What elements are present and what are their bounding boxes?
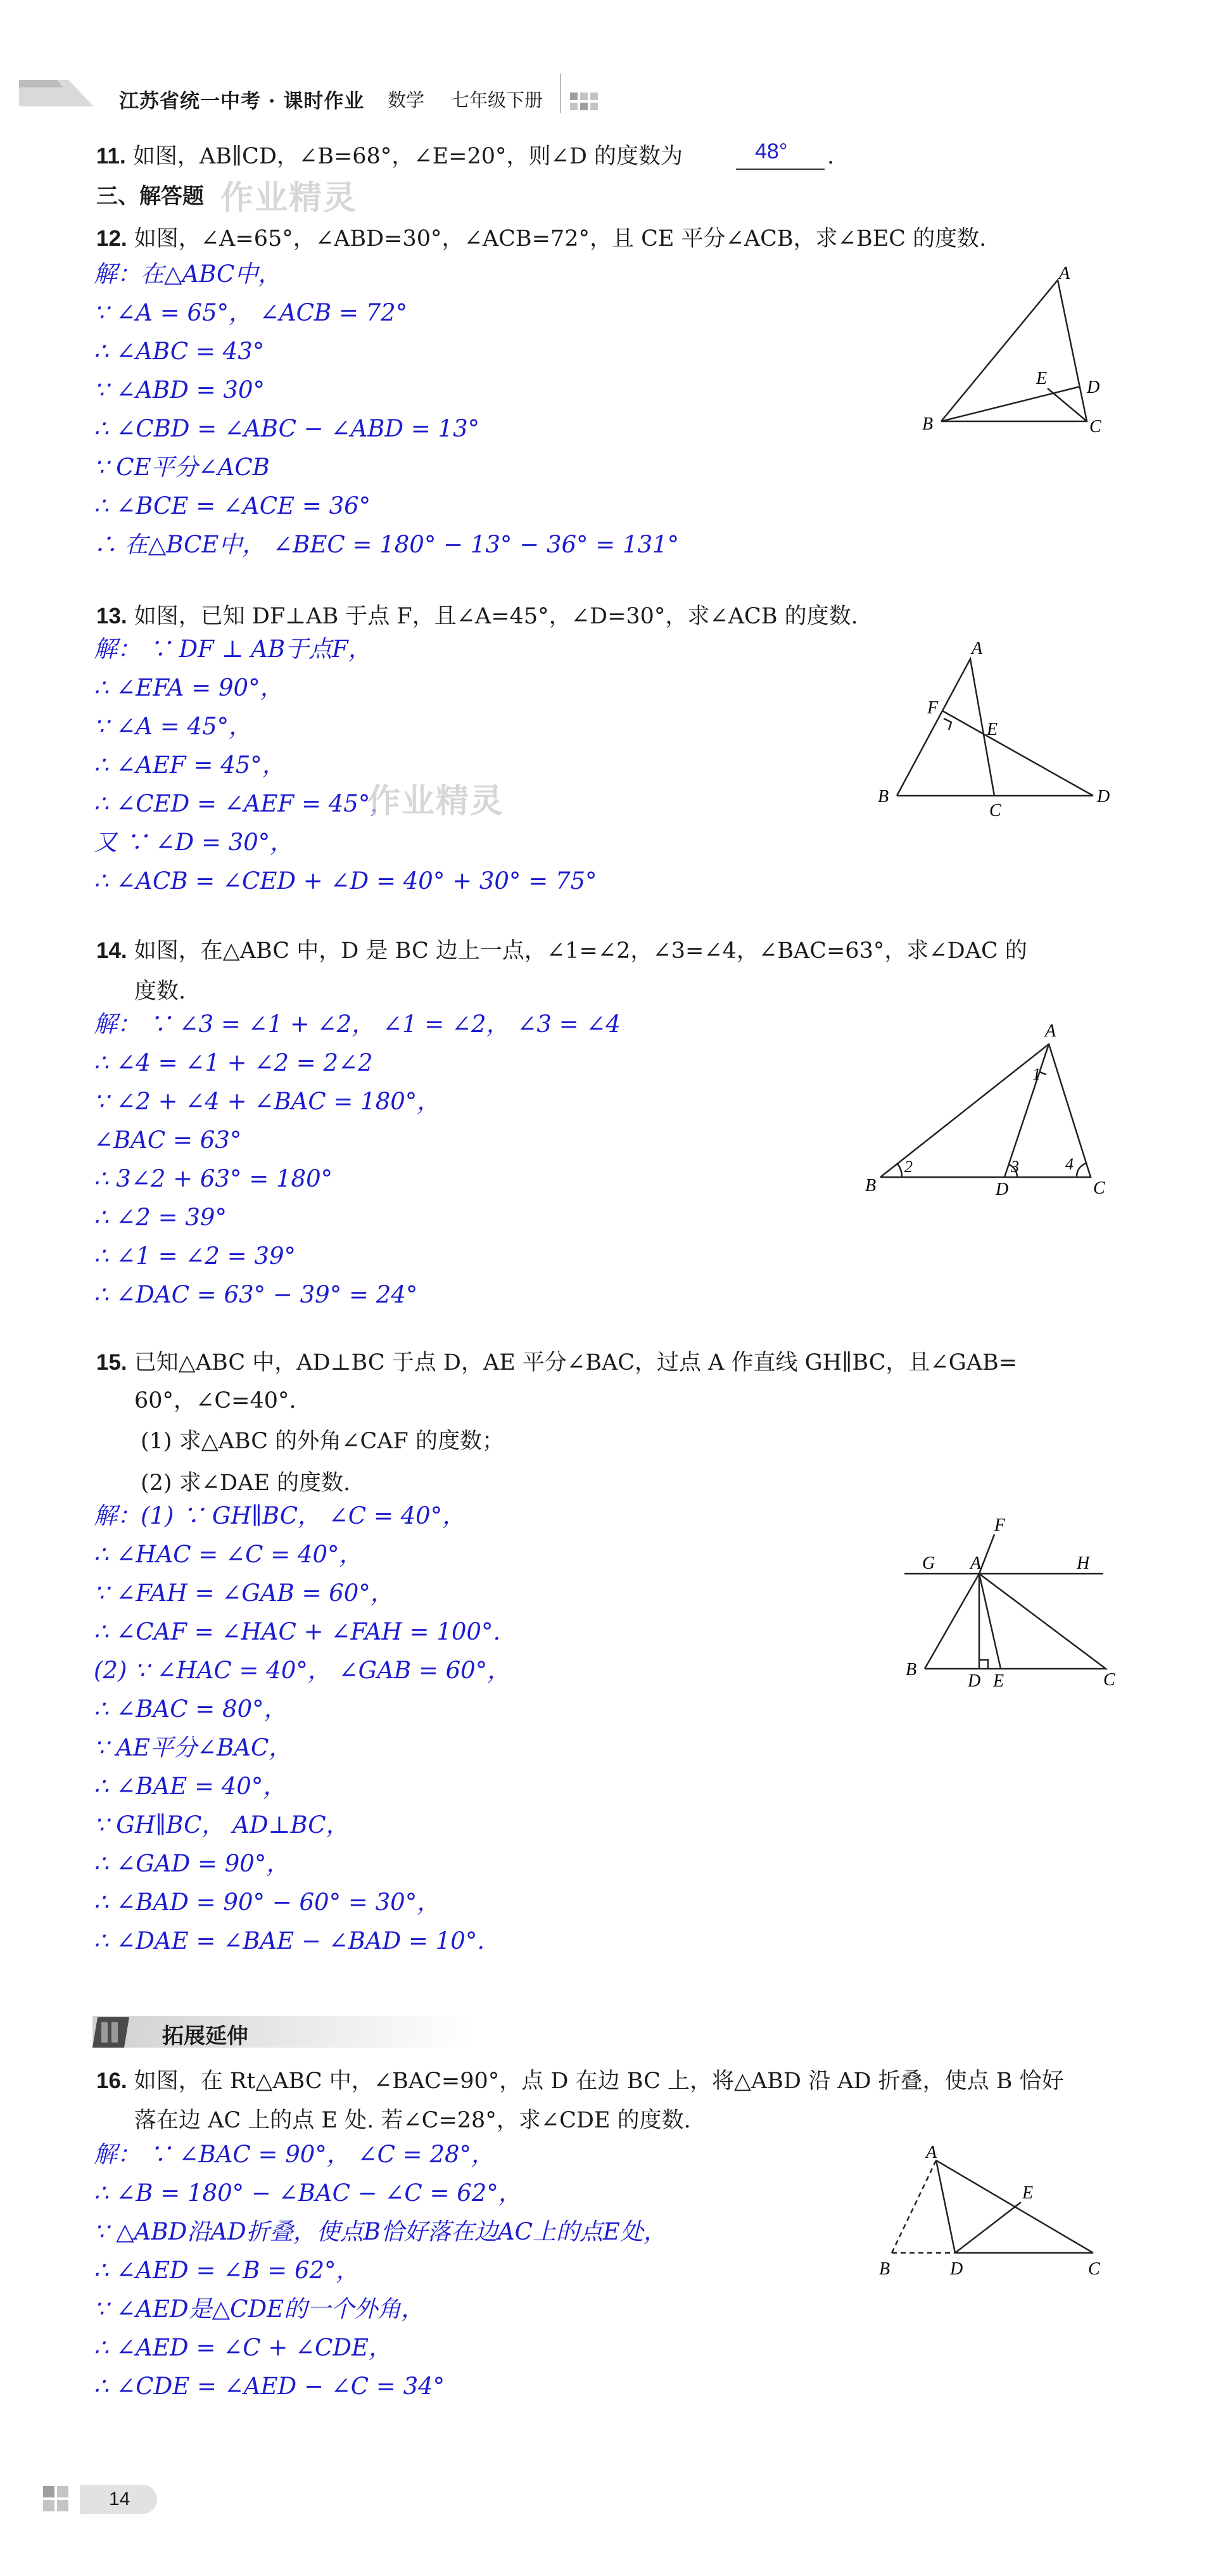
answer-line: ∴ ∠4 = ∠1 + ∠2 = 2∠2 xyxy=(94,1049,373,1076)
question-text: 如图，已知 DF⊥AB 于点 F，且∠A=45°，∠D=30°，求∠ACB 的度数. xyxy=(134,604,858,629)
fig-label-C: C xyxy=(989,801,1001,820)
answer-line: ∴ ∠AEF = 45°， xyxy=(94,751,286,779)
answer-line: ∵ ∠A = 65°， ∠ACB = 72° xyxy=(94,299,408,326)
fig-label-B: B xyxy=(878,787,889,807)
question-15-sub1: (1) 求△ABC 的外角∠CAF 的度数； xyxy=(141,1429,504,1454)
question-text: 已知△ABC 中，AD⊥BC 于点 D，AE 平分∠BAC，过点 A 作直线 GH∥BC，且∠GAB= xyxy=(134,1350,1018,1375)
header-tab-shape xyxy=(19,75,95,108)
fig-label-C: C xyxy=(1088,2259,1100,2279)
header-grade: 七年级下册 xyxy=(451,89,543,111)
answer-line: 解： ∵ DF ⊥ AB于点F， xyxy=(94,635,372,663)
fig-label-F: F xyxy=(927,698,939,718)
figure-q15 xyxy=(899,1508,1121,1692)
answer-line: ∵ △ABD沿AD折叠，使点B恰好落在边AC上的点E处， xyxy=(94,2218,667,2245)
watermark: 作业精灵 xyxy=(220,179,358,217)
fig-label-E: E xyxy=(1036,369,1048,388)
fig-label-G: G xyxy=(922,1553,935,1573)
fig-label-D: D xyxy=(968,1671,981,1691)
figure-q16 xyxy=(868,2141,1121,2287)
answer-line: ∵ AE平分∠BAC， xyxy=(94,1734,293,1761)
answer-line: ∠BAC = 63° xyxy=(94,1126,242,1154)
answer-line: ∴ ∠GAD = 90°， xyxy=(94,1850,290,1877)
question-11 xyxy=(96,141,683,172)
answer-blank-value: 48° xyxy=(755,139,788,163)
answer-line: ∵ ∠FAH = ∠GAB = 60°， xyxy=(94,1579,394,1607)
extension-title: 拓展延伸 xyxy=(162,2024,248,2049)
watermark: 作业精灵 xyxy=(367,782,505,820)
fig-label-C: C xyxy=(1089,417,1101,437)
answer-line: ∴ ∠HAC = ∠C = 40°， xyxy=(94,1541,363,1568)
answer-line: 解：(1) ∵ GH∥BC， ∠C = 40°， xyxy=(94,1502,466,1529)
answer-line: ∵ ∠ABD = 30° xyxy=(94,376,265,404)
figure-q12 xyxy=(912,266,1121,443)
question-number: 15. xyxy=(96,1350,127,1375)
answer-line: ∴ ∠BAD = 90° − 60° = 30°， xyxy=(94,1889,441,1916)
answer-line: ∴ ∠DAE = ∠BAE − ∠BAD = 10°. xyxy=(94,1927,485,1954)
fig-label-A: A xyxy=(926,2143,937,2162)
fig-label-F: F xyxy=(994,1515,1006,1535)
fig-label-B: B xyxy=(879,2259,890,2279)
answer-line: ∴ ∠DAC = 63° − 39° = 24° xyxy=(94,1281,418,1308)
answer-line: ∵ CE平分∠ACB xyxy=(94,454,270,481)
header-title: 江苏省统一中考 · 课时作业 xyxy=(119,90,365,113)
question-15-line2: 60°，∠C=40°. xyxy=(134,1388,296,1413)
fig-label-A: A xyxy=(1045,1021,1056,1041)
question-number: 14. xyxy=(96,938,127,963)
answer-line: ∵ GH∥BC， AD⊥BC， xyxy=(94,1811,350,1839)
fig-angle-3: 3 xyxy=(1011,1157,1019,1176)
answer-line: ∴ ∠CDE = ∠AED − ∠C = 34° xyxy=(94,2373,445,2400)
extension-banner xyxy=(92,2013,472,2050)
question-text: 如图，AB∥CD，∠B=68°，∠E=20°，则∠D 的度数为 xyxy=(132,144,683,169)
answer-line: ∴ ∠CBD = ∠ABC − ∠ABD = 13° xyxy=(94,415,480,442)
answer-line: ∴ ∠AED = ∠B = 62°， xyxy=(94,2257,360,2284)
fig-label-D: D xyxy=(996,1180,1009,1199)
fig-label-D: D xyxy=(1097,787,1110,807)
question-number: 12. xyxy=(96,226,127,251)
question-text: 如图，在△ABC 中，D 是 BC 边上一点，∠1=∠2，∠3=∠4，∠BAC=63°，求∠DAC 的 xyxy=(134,938,1027,964)
fig-label-A: A xyxy=(970,1553,982,1573)
question-number: 16. xyxy=(96,2069,127,2093)
question-number: 11. xyxy=(96,144,126,169)
question-12 xyxy=(96,223,986,255)
figure-q14 xyxy=(861,1020,1115,1210)
answer-line: ∵ ∠A = 45°， xyxy=(94,713,253,740)
answer-line: ∴ ∠AED = ∠C + ∠CDE， xyxy=(94,2334,393,2361)
fig-label-A: A xyxy=(972,640,983,658)
answer-line: ∵ ∠2 + ∠4 + ∠BAC = 180°， xyxy=(94,1088,441,1115)
answer-line: ∴ 在△BCE中， ∠BEC = 180° − 13° − 36° = 131° xyxy=(94,531,680,558)
answer-line: ∵ ∠AED是△CDE的一个外角， xyxy=(94,2295,425,2323)
fig-label-D: D xyxy=(950,2259,963,2279)
fig-label-H: H xyxy=(1077,1553,1090,1573)
figure-q13 xyxy=(874,640,1115,824)
question-16-line2: 落在边 AC 上的点 E 处. 若∠C=28°，求∠CDE 的度数. xyxy=(134,2108,691,2133)
page-number: 14 xyxy=(109,2489,130,2509)
answer-line: ∴ ∠1 = ∠2 = 39° xyxy=(94,1242,296,1270)
answer-line: 又 ∵ ∠D = 30°， xyxy=(94,829,294,856)
fig-label-E: E xyxy=(1022,2183,1034,2203)
header-subject: 数学 xyxy=(388,89,425,111)
section-title: 三、解答题 xyxy=(96,184,204,209)
answer-line: ∴ ∠ACB = ∠CED + ∠D = 40° + 30° = 75° xyxy=(94,867,597,895)
answer-line: 解：在△ABC中， xyxy=(94,260,282,288)
fig-label-C: C xyxy=(1103,1670,1115,1690)
fig-label-B: B xyxy=(865,1176,877,1196)
fig-label-C: C xyxy=(1093,1178,1105,1198)
answer-line: ∴ ∠2 = 39° xyxy=(94,1204,227,1231)
answer-line: ∴ ∠EFA = 90°， xyxy=(94,674,284,701)
question-number: 13. xyxy=(96,604,127,628)
answer-line: ∴ ∠CAF = ∠HAC + ∠FAH = 100°. xyxy=(94,1618,501,1645)
header-divider xyxy=(560,73,561,113)
answer-line: (2) ∵ ∠HAC = 40°， ∠GAB = 60°， xyxy=(94,1657,511,1684)
fig-label-B: B xyxy=(906,1660,917,1680)
fig-label-E: E xyxy=(987,720,998,739)
answer-line: ∴ ∠BAE = 40°， xyxy=(94,1773,287,1800)
answer-blank-underline xyxy=(736,169,825,170)
question-14 xyxy=(96,935,1027,967)
answer-line: ∴ ∠CED = ∠AEF = 45°， xyxy=(94,790,394,817)
extension-banner-graphic xyxy=(92,2013,472,2050)
header-tab-graphic xyxy=(19,75,95,108)
question-15-sub2: (2) 求∠DAE 的度数. xyxy=(141,1470,351,1496)
fig-label-D: D xyxy=(1087,378,1100,397)
question-16 xyxy=(96,2065,1064,2097)
fig-label-A: A xyxy=(1059,266,1070,283)
header-grid-icon xyxy=(570,92,605,114)
fig-angle-2: 2 xyxy=(904,1157,913,1176)
fig-label-B: B xyxy=(922,414,934,434)
question-end-period: . xyxy=(827,144,835,169)
answer-line: 解： ∵ ∠3 = ∠1 + ∠2， ∠1 = ∠2， ∠3 = ∠4 xyxy=(94,1011,621,1038)
question-14-line2: 度数. xyxy=(134,979,186,1004)
question-text: 如图，在 Rt△ABC 中，∠BAC=90°，点 D 在边 BC 上，将△ABD 沿 AD 折叠，使点 B 恰好 xyxy=(134,2069,1064,2094)
question-15 xyxy=(96,1347,1017,1379)
answer-line: ∴ ∠ABC = 43° xyxy=(94,338,265,365)
answer-line: ∴ 3∠2 + 63° = 180° xyxy=(94,1165,333,1192)
footer-grid-icon xyxy=(43,2486,77,2516)
answer-line: ∴ ∠B = 180° − ∠BAC − ∠C = 62°， xyxy=(94,2179,522,2207)
fig-angle-4: 4 xyxy=(1065,1155,1074,1173)
answer-line: ∴ ∠BCE = ∠ACE = 36° xyxy=(94,492,371,520)
fig-angle-1: 1 xyxy=(1032,1065,1041,1083)
question-text: 如图，∠A=65°，∠ABD=30°，∠ACB=72°，且 CE 平分∠ACB，求∠BEC 的度数. xyxy=(134,226,987,252)
answer-line: 解： ∵ ∠BAC = 90°， ∠C = 28°， xyxy=(94,2141,495,2168)
fig-label-E: E xyxy=(993,1671,1004,1691)
answer-line: ∴ ∠BAC = 80°， xyxy=(94,1695,288,1723)
question-13 xyxy=(96,601,858,632)
